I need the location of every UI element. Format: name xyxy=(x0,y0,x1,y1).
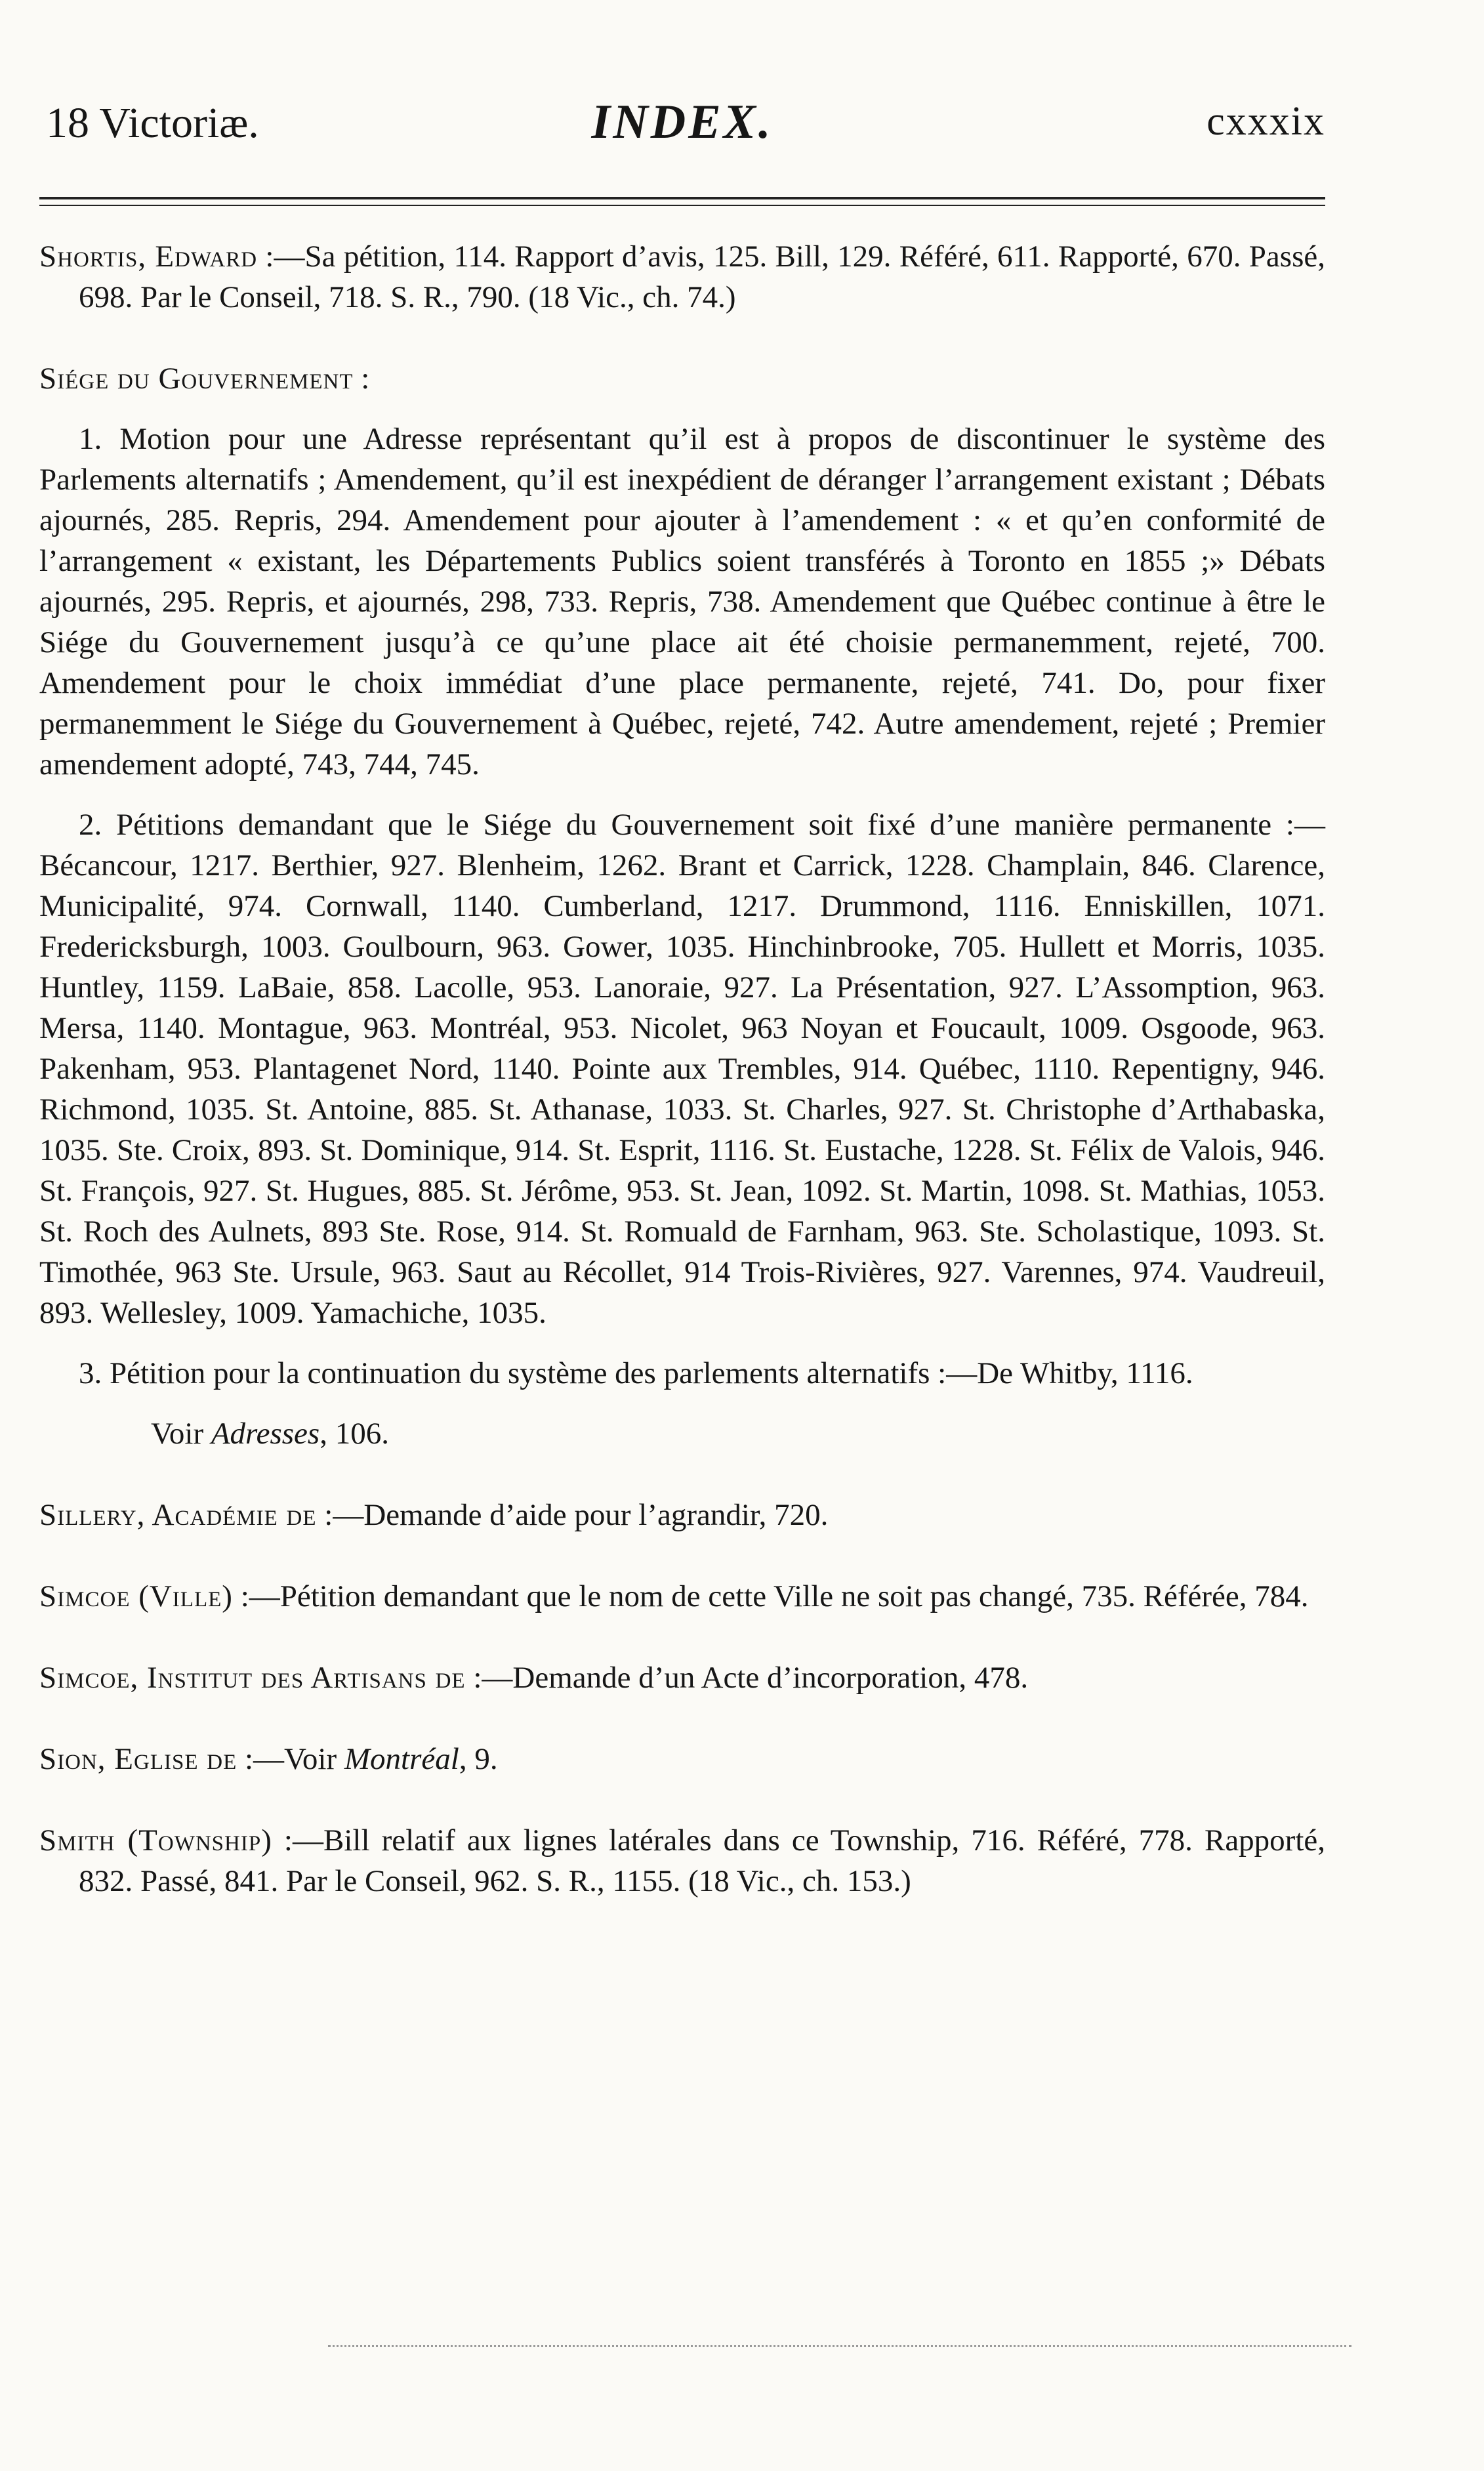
entry-heading: Sion, Eglise de xyxy=(39,1742,237,1776)
cross-reference-target: Adresses xyxy=(211,1417,320,1451)
header-rule-top xyxy=(39,197,1325,199)
cross-reference-target: Montréal xyxy=(344,1742,459,1776)
subentry-petition-alternatifs: 3. Pétition pour la continuation du système des parlements alternatifs :—De Whitby, 1116. xyxy=(79,1356,1193,1390)
header-page-number: cxxxix xyxy=(1206,99,1325,144)
page-header xyxy=(39,95,1325,157)
index-entry-siege-gouvernement xyxy=(39,358,1325,399)
subentry-motion: 1. Motion pour une Adresse représentant qu’il est à propos de discontinuer le système des Parlements alternatifs ; Amendement, qu’il est inexpédient de déranger l’arrangement existant ; Débats ajournés, 285. Repris, 294. Amendement pour ajouter à l’amendement : « et qu’en conformité de l’arrangement « existant, les Départements Publics soient transférés à Toronto en 1855 ;» Débats ajournés, 295. Repris, et ajournés, 298, 733. Repris, 738. Amendement que Québec continue à être le Siége du Gouvernement jusqu’à ce qu’une place ait été choisie permanemment, rejeté, 700. Amendement pour le choix immédiat d’une place permanente, rejeté, 741. Do, pour fixer permanemment le Siége du Gouvernement à Québec, rejeté, 742. Autre amendement, rejeté ; Premier amendement adopté, 743, 744, 745. xyxy=(39,422,1325,781)
entry-heading: Shortis, Edward xyxy=(39,239,258,274)
index-body xyxy=(39,236,1325,1901)
entry-heading: Siége du Gouvernement xyxy=(39,362,354,396)
index-entry-simcoe-ville xyxy=(39,1576,1325,1617)
index-entry-simcoe-institut xyxy=(39,1657,1325,1698)
index-entry-sion: Sion, Eglise de :—Voir Montréal, 9. xyxy=(39,1742,498,1776)
print-bleed-dots xyxy=(328,2341,1351,2347)
index-entry-shortis xyxy=(39,236,1325,318)
entry-text: :—Voir xyxy=(237,1742,344,1776)
entry-heading: Smith (Township) xyxy=(39,1823,272,1858)
header-title: INDEX. xyxy=(591,95,773,149)
entry-heading: Simcoe, Institut des Artisans de xyxy=(39,1661,466,1695)
entry-heading: Simcoe (Ville) xyxy=(39,1579,233,1613)
index-entry-smith xyxy=(39,1820,1325,1901)
entry-text: :—Demande d’un Acte d’incorporation, 478. xyxy=(465,1661,1029,1695)
entry-text: : xyxy=(353,362,370,396)
entry-text: :—Demande d’aide pour l’agrandir, 720. xyxy=(316,1498,829,1532)
header-rule-bottom xyxy=(39,205,1325,206)
subentry-petitions: 2. Pétitions demandant que le Siége du Gouvernement soit fixé d’une manière permanente :—Bécancour, 1217. Berthier, 927. Blenheim, 1262. Brant et Carrick, 1228. Champlain, 846. Clarence, Municipalité, 974. Cornwall, 1140. Cumberland, 1217. Drummond, 1116. Enniskillen, 1071. Fredericksburgh, 1003. Goulbourn, 963. Gower, 1035. Hinchinbrooke, 705. Hullett et Morris, 1035. Huntley, 1159. LaBaie, 858. Lacolle, 953. Lanoraie, 927. La Présentation, 927. L’Assomption, 963. Mersa, 1140. Montague, 963. Montréal, 953. Nicolet, 963 Noyan et Foucault, 1009. Osgoode, 963. Pakenham, 953. Plantagenet Nord, 1140. Pointe aux Trembles, 914. Québec, 1110. Repentigny, 946. Richmond, 1035. St. Antoine, 885. St. Athanase, 1033. St. Charles, 927. St. Christophe d’Arthabaska, 1035. Ste. Croix, 893. St. Dominique, 914. St. Esprit, 1116. St. Eustache, 1228. St. Félix de Valois, 946. St. François, 927. St. Hugues, 885. St. Jérôme, 953. St. Jean, 1092. St. Martin, 1098. St. Mathias, 1053. St. Roch des Aulnets, 893 Ste. Rose, 914. St. Romuald de Farnham, 963. Ste. Scholastique, 1093. St. Timothée, 963 Ste. Ursule, 963. Saut au Récollet, 914 Trois-Rivières, 927. Varennes, 974. Vaudreuil, 893. Wellesley, 1009. Yamachiche, 1035. xyxy=(39,808,1325,1330)
cross-reference: Voir Adresses, 106. xyxy=(151,1417,389,1451)
entry-text: :—Pétition demandant que le nom de cette Ville ne soit pas changé, 735. Référée, 784. xyxy=(232,1579,1309,1613)
entry-heading: Sillery, Académie de xyxy=(39,1498,317,1532)
entry-text: :—Bill relatif aux lignes latérales dans ce Township, 716. Référé, 778. Rapporté, 832. Passé, 841. Par le Conseil, 962. S. R., 1155. (18 Vic., ch. 153.) xyxy=(79,1823,1325,1898)
entry-text: :—Sa pétition, 114. Rapport d’avis, 125. Bill, 129. Référé, 611. Rapporté, 670. Passé, 698. Par le Conseil, 718. S. R., 790. (18 Vic., ch. 74.) xyxy=(79,239,1325,314)
index-entry-sillery xyxy=(39,1495,1325,1535)
header-session: 18 Victoriæ. xyxy=(46,99,259,147)
